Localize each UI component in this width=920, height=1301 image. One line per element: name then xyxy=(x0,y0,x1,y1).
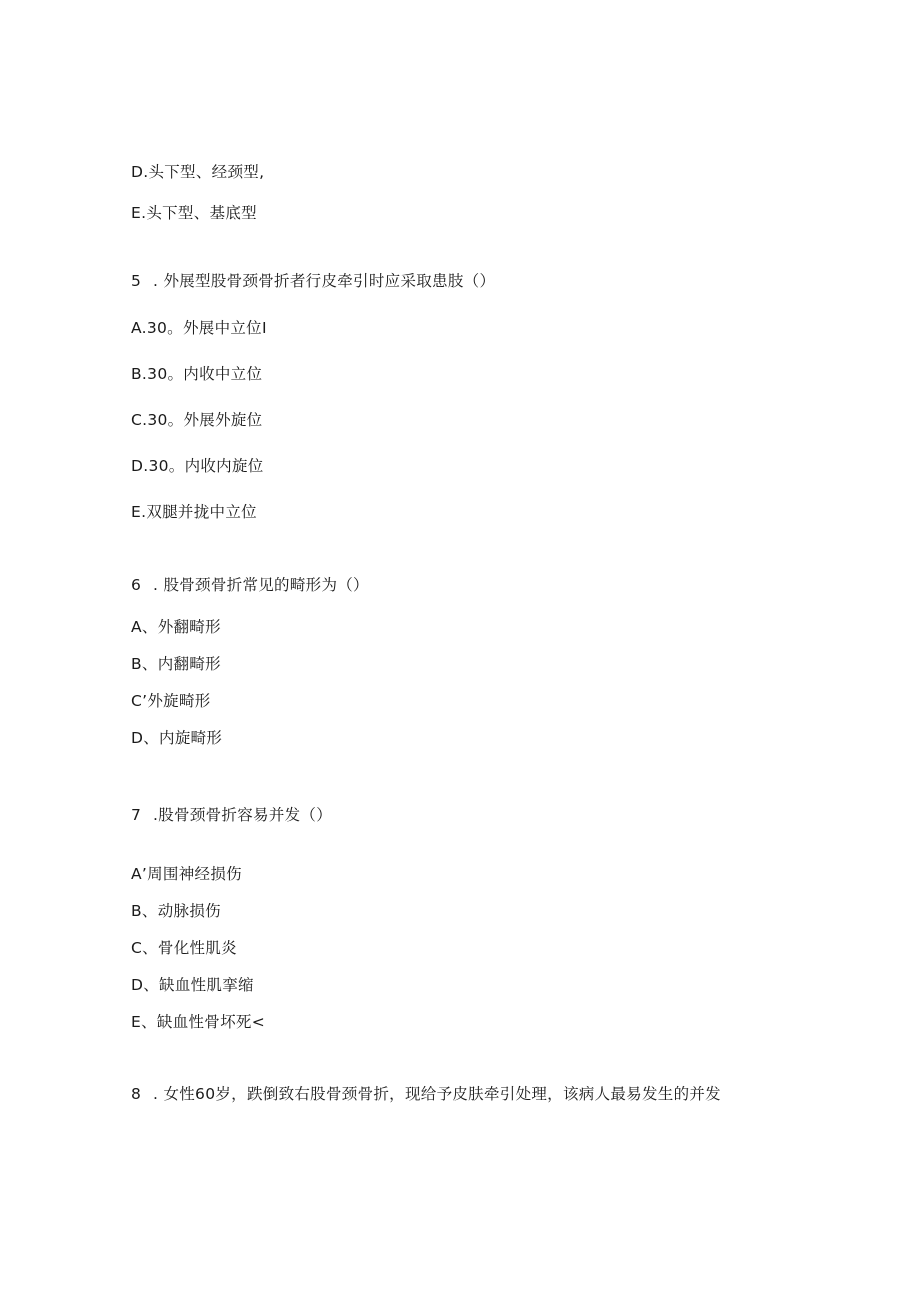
question-number: 6 xyxy=(131,576,142,594)
q6-option-a: A、外翻畸形 xyxy=(131,618,221,636)
q5-option-a: A.30。外展中立位I xyxy=(131,319,267,337)
q7-option-d: D、缺血性肌挛缩 xyxy=(131,976,254,994)
question-number: 7 xyxy=(131,806,142,824)
question-6 xyxy=(131,575,369,595)
option-prev-d: D.头下型、经颈型, xyxy=(131,163,265,181)
question-7 xyxy=(131,805,332,825)
q6-option-d: D、内旋畸形 xyxy=(131,729,223,747)
q5-option-d: D.30。内收内旋位 xyxy=(131,457,264,475)
question-5 xyxy=(131,271,495,291)
q6-option-c: C’外旋畸形 xyxy=(131,692,211,710)
question-8 xyxy=(131,1084,721,1104)
question-stem: . 女性60岁，跌倒致右股骨颈骨折，现给予皮肤牵引处理，该病人最易发生的并发 xyxy=(153,1085,721,1103)
q5-option-c: C.30。外展外旋位 xyxy=(131,411,263,429)
q5-option-e: E.双腿并拢中立位 xyxy=(131,503,257,521)
q7-option-b: B、动脉损伤 xyxy=(131,902,221,920)
question-stem: . 股骨颈骨折常见的畸形为（） xyxy=(153,576,369,594)
question-number: 5 xyxy=(131,272,142,290)
option-prev-e: E.头下型、基底型 xyxy=(131,204,257,222)
question-number: 8 xyxy=(131,1085,142,1103)
q7-option-c: C、骨化性肌炎 xyxy=(131,939,237,957)
question-stem: .股骨颈骨折容易并发（） xyxy=(153,806,333,824)
q6-option-b: B、内翻畸形 xyxy=(131,655,221,673)
question-stem: . 外展型股骨颈骨折者行皮牵引时应采取患肢（） xyxy=(153,272,496,290)
q7-option-a: A’周围神经损伤 xyxy=(131,865,242,883)
q7-option-e: E、缺血性骨坏死< xyxy=(131,1013,265,1031)
q5-option-b: B.30。内收中立位 xyxy=(131,365,263,383)
